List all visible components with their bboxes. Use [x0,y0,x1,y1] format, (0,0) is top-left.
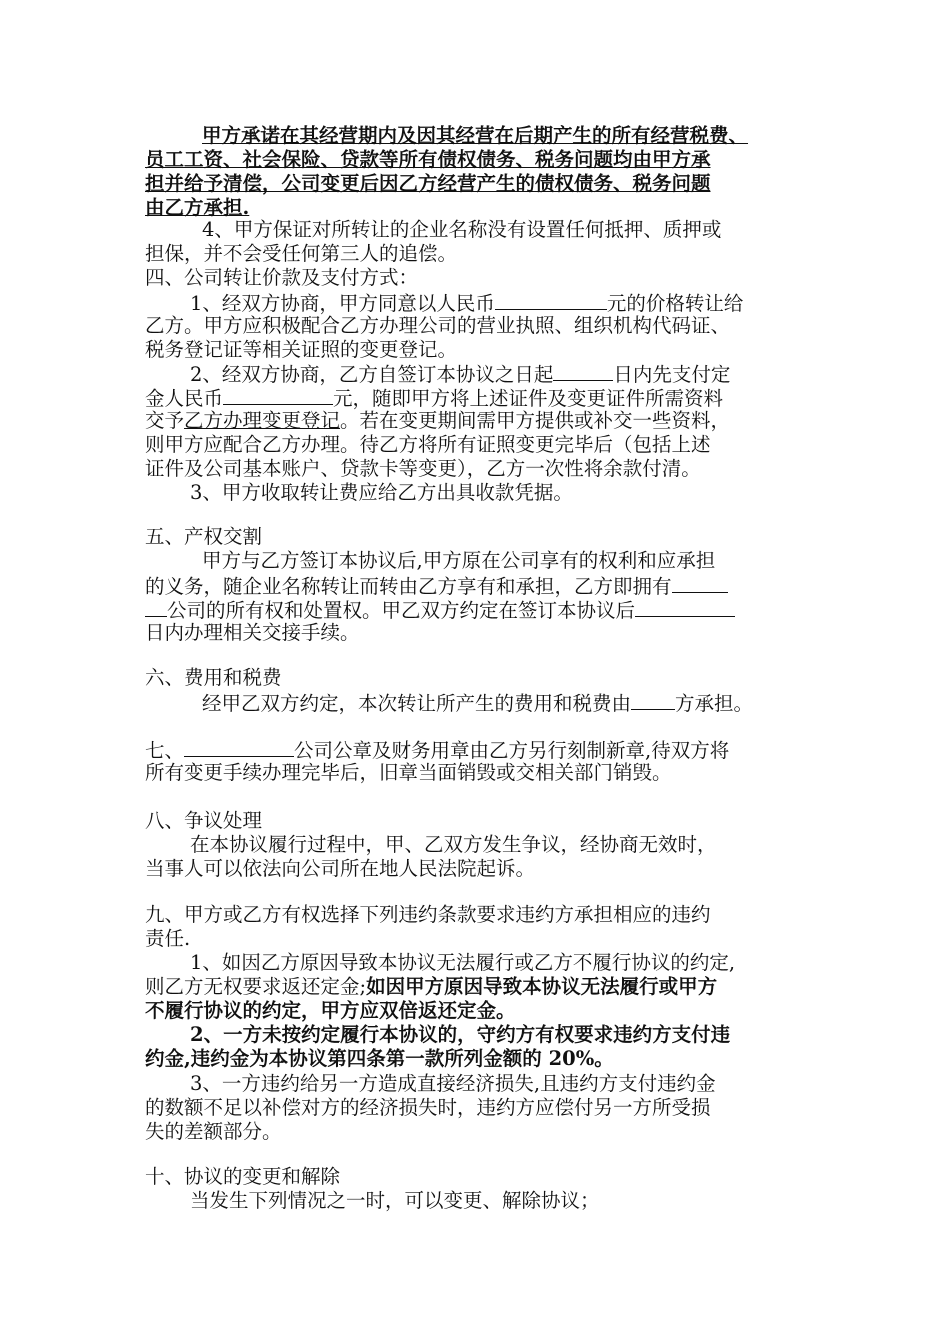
section-5-line-4: 日内办理相关交接手续。 [145,621,360,644]
section-5-heading: 五、产权交割 [145,525,263,548]
section-9-item-1-line-2: 则乙方无权要求返还定金;如因甲方原因导致本协议无法履行或甲方 [145,975,718,998]
section-4-item-2-line-3: 交予乙方办理变更登记。若在变更期间需甲方提供或补交一些资料， [145,409,731,432]
days-blank[interactable] [553,361,613,381]
section-4-item-2-line-4: 则甲方应配合乙方办理。待乙方将所有证照变更完毕后（包括上述 [145,433,711,456]
section-9-item-3-line-1: 3、一方违约给另一方造成直接经济损失,且违约方支付违约金 [190,1072,716,1095]
section-9-item-1-line-3: 不履行协议的约定，甲方应双倍返还定金。 [145,999,516,1022]
section-7-line-1: 七、 公司公章及财务用章由乙方另行刻制新章,待双方将 [145,739,730,762]
section-5-line-2: 的义务，随企业名称转让而转由乙方享有和承担，乙方即拥有 [145,573,728,599]
section-9-heading-line-2: 责任. [145,927,191,950]
section-4-item-1-line-1: 1、经双方协商，甲方同意以人民币 元的价格转让给 [190,292,744,315]
company-blank-a[interactable] [672,573,728,593]
commitment-line-1: 甲方承诺在其经营期内及因其经营在后期产生的所有经营税费、 [202,124,749,147]
section-4-item-2-line-5: 证件及公司基本账户、贷款卡等变更），乙方一次性将余款付清。 [145,457,701,480]
clause-4-line-1: 4、甲方保证对所转让的企业名称没有设置任何抵押、质押或 [202,218,722,241]
section-9-item-2-line-2: 约金,违约金为本协议第四条第一款所列金额的 20%。 [145,1047,614,1070]
section-9-item-3-line-3: 失的差额部分。 [145,1120,282,1143]
price-blank[interactable] [495,290,607,310]
handover-days-blank-a[interactable] [635,597,735,617]
company-blank-b[interactable] [145,597,167,617]
section-10-heading: 十、协议的变更和解除 [145,1165,341,1188]
section-9-item-1-line-1: 1、如因乙方原因导致本协议无法履行或乙方不履行协议的约定, [190,951,736,974]
section-7-line-2: 所有变更手续办理完毕后，旧章当面销毁或交相关部门销毁。 [145,761,672,784]
section-10-line-1: 当发生下列情况之一时，可以变更、解除协议； [190,1189,600,1212]
section-6-line-1: 经甲乙双方约定，本次转让所产生的费用和税费由 方承担。 [202,692,754,715]
section-8-heading: 八、争议处理 [145,809,263,832]
commitment-line-3: 担并给予清偿，公司变更后因乙方经营产生的债权债务、税务问题 [145,172,711,195]
section-4-item-2-line-1: 2、经双方协商，乙方自签订本协议之日起 日内先支付定 [190,363,731,386]
section-4-item-2-line-2: 金人民币 元，随即甲方将上述证件及变更证件所需资料 [145,387,724,410]
company-name-blank[interactable] [184,737,294,757]
clause-4-line-2: 担保，并不会受任何第三人的追偿。 [145,242,458,265]
party-blank[interactable] [631,690,675,710]
section-9-item-3-line-2: 的数额不足以补偿对方的经济损失时，违约方应偿付另一方所受损 [145,1096,711,1119]
section-4-item-1-line-3: 税务登记证等相关证照的变更登记。 [145,338,458,361]
deposit-blank[interactable] [223,385,333,405]
section-5-line-3: 公司的所有权和处置权。甲乙双方约定在签订本协议后 [145,597,735,623]
section-8-line-1: 在本协议履行过程中，甲、乙双方发生争议，经协商无效时， [190,833,717,856]
section-6-heading: 六、费用和税费 [145,666,282,689]
section-4-item-3: 3、甲方收取转让费应给乙方出具收款凭据。 [190,481,573,504]
section-9-heading-line-1: 九、甲方或乙方有权选择下列违约条款要求违约方承担相应的违约 [145,903,711,926]
section-9-item-2-line-1: 2、一方未按约定履行本协议的，守约方有权要求违约方支付违 [190,1023,731,1046]
commitment-line-2: 员工工资、社会保险、贷款等所有债权债务、税务问题均由甲方承 [145,148,711,171]
section-4-item-1-line-2: 乙方。甲方应积极配合乙方办理公司的营业执照、组织机构代码证、 [145,314,731,337]
section-8-line-2: 当事人可以依法向公司所在地人民法院起诉。 [145,857,536,880]
commitment-line-4: 由乙方承担. [145,196,250,219]
section-4-heading: 四、公司转让价款及支付方式： [145,266,419,289]
section-5-line-1: 甲方与乙方签订本协议后,甲方原在公司享有的权利和应承担 [202,549,716,572]
